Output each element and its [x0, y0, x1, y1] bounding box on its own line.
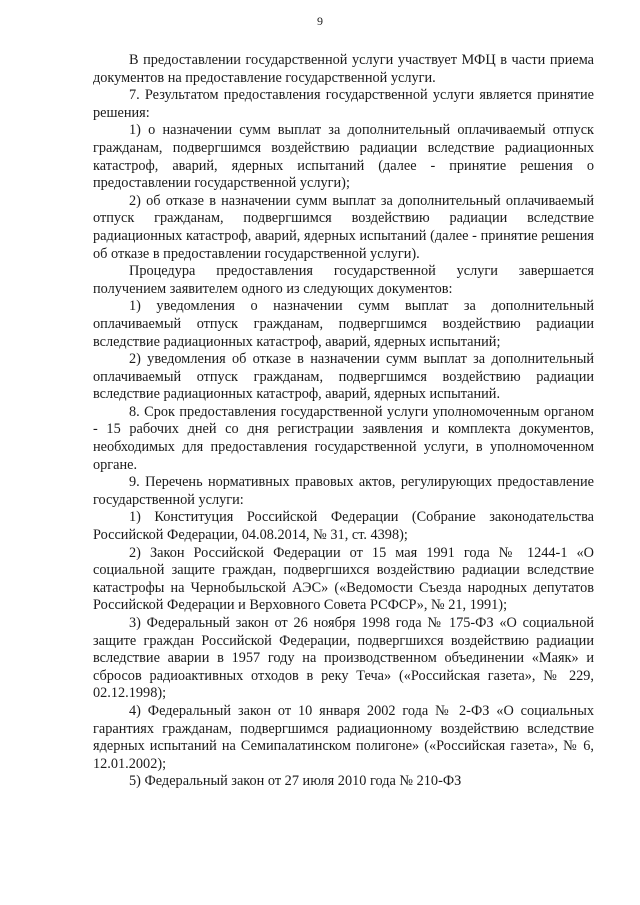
paragraph-notice-refusal: 2) уведомления об отказе в назначении сумм выплат за дополнительный оплачиваемый отпуск гражданам, подвергшимся воздействию радиации вследствие радиационных катастроф, аварий, ядерных испытаний.: [93, 351, 594, 403]
paragraph-result-refusal: 2) об отказе в назначении сумм выплат за дополнительный оплачиваемый отпуск гражданам, подвергшимся воздействию радиации вследствие радиационных катастроф, аварий, ядерных испытаний (далее - принятие решения об отказе в предоставлении государственной услуги).: [93, 192, 594, 262]
paragraph-procedure-completion: Процедура предоставления государственной услуги завершается получением заявителем одного из следующих документов:: [93, 263, 594, 297]
paragraph-act-law-1244-1: 2) Закон Российской Федерации от 15 мая 1991 года № 1244-1 «О социальной защите граждан, подвергшихся воздействию радиации вследствие катастрофы на Чернобыльской АЭС» («Ведомости Съезда народных депутатов Российской Федерации и Верховного Совета РСФСР», № 21, 1991);: [93, 544, 594, 614]
document-body: [93, 52, 594, 791]
paragraph-result-grant: 1) о назначении сумм выплат за дополнительный оплачиваемый отпуск гражданам, подвергшимся воздействию радиации вследствие радиационных катастроф, аварий, ядерных испытаний (далее - принятие решения о предоставлении государственной услуги);: [93, 122, 594, 192]
paragraph-item-9-legal-acts: 9. Перечень нормативных правовых актов, регулирующих предоставление государственной услуги:: [93, 474, 594, 508]
paragraph-item-7-result: 7. Результатом предоставления государственной услуги является принятие решения:: [93, 87, 594, 121]
paragraph-act-law-175-fz: 3) Федеральный закон от 26 ноября 1998 года № 175-ФЗ «О социальной защите граждан Российской Федерации, подвергшихся воздействию радиации вследствие аварии в 1957 году на производственном объединении «Маяк» и сбросов радиоактивных отходов в реку Теча» («Российская газета», № 229, 02.12.1998);: [93, 615, 594, 702]
paragraph-act-law-210-fz: 5) Федеральный закон от 27 июля 2010 года № 210-ФЗ: [129, 773, 462, 790]
paragraph-act-constitution: 1) Конституция Российской Федерации (Собрание законодательства Российской Федерации, 04.08.2014, № 31, ст. 4398);: [93, 509, 594, 544]
page-number: 9: [317, 14, 323, 28]
paragraph-mfc-participation: В предоставлении государственной услуги участвует МФЦ в части приема документов на предоставление государственной услуги.: [93, 52, 594, 86]
paragraph-act-law-2-fz: 4) Федеральный закон от 10 января 2002 года № 2-ФЗ «О социальных гарантиях гражданам, подвергшимся радиационному воздействию вследствие ядерных испытаний на Семипалатинском полигоне» («Российская газета», № 6, 12.01.2002);: [93, 702, 594, 772]
paragraph-notice-grant: 1) уведомления о назначении сумм выплат за дополнительный оплачиваемый отпуск гражданам, подвергшимся воздействию радиации вследствие радиационных катастроф, аварий, ядерных испытаний;: [93, 298, 594, 350]
paragraph-item-8-term: 8. Срок предоставления государственной услуги уполномоченным органом - 15 рабочих дней со дня регистрации заявления и комплекта документов, необходимых для предоставления государственной услуги, в уполномоченном органе.: [93, 403, 594, 473]
